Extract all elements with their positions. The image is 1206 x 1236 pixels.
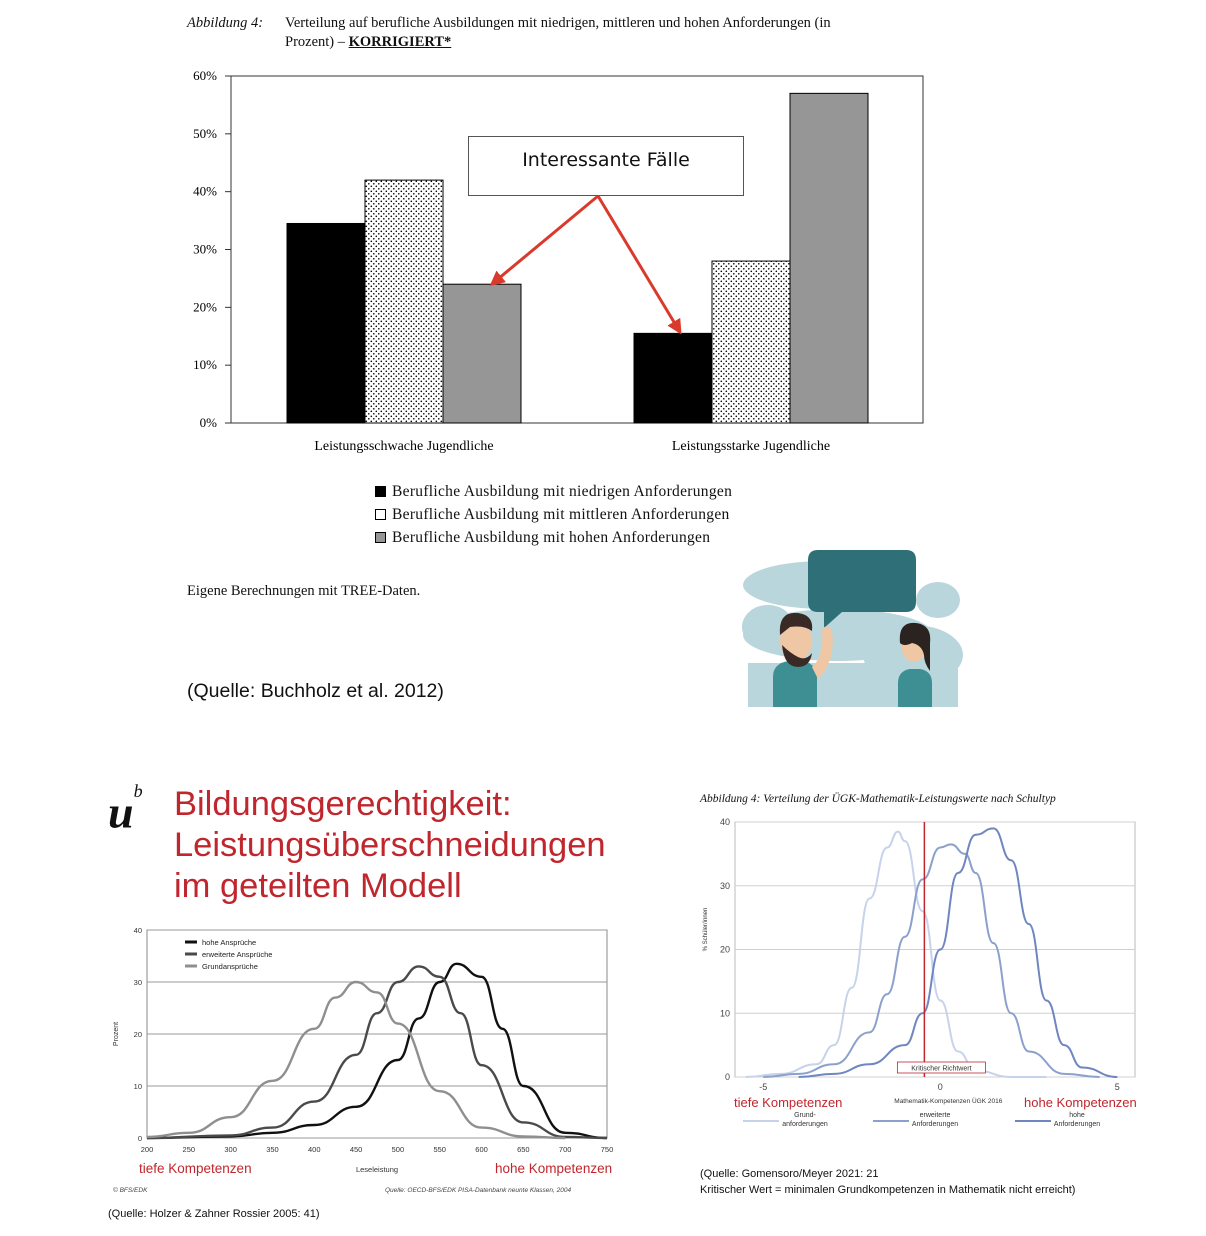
right-low-label: tiefe Kompetenzen — [734, 1095, 843, 1110]
top-source: (Quelle: Buchholz et al. 2012) — [187, 680, 444, 702]
right-source-2: Kritischer Wert = minimalen Grundkompetenzen in Mathematik nicht erreicht) — [700, 1184, 1076, 1196]
y-axis-label: % Schüler/innen — [703, 907, 709, 952]
y-tick-label: 40 — [719, 817, 730, 827]
logo-b: b — [133, 781, 143, 801]
category-label: Leistungsstarke Jugendliche — [671, 439, 831, 454]
y-tick-label: 50% — [193, 125, 217, 141]
y-tick-label: 10% — [193, 357, 217, 373]
legend-label: Grund- — [794, 1112, 816, 1119]
x-tick-label: 750 — [600, 1145, 614, 1154]
legend-label: hohe Ansprüche — [202, 938, 257, 947]
x-tick-label: 600 — [475, 1145, 488, 1154]
y-tick-label: 0 — [137, 1134, 142, 1143]
legend-item — [375, 526, 732, 549]
x-axis-label: Mathematik-Kompetenzen ÜGK 2016 — [894, 1098, 1003, 1105]
y-tick-label: 20 — [719, 944, 730, 955]
legend-swatch — [375, 486, 386, 497]
legend-swatch — [375, 532, 386, 543]
y-tick-label: 60% — [193, 68, 217, 83]
bar-legend — [375, 480, 732, 549]
y-tick-label: 10 — [719, 1008, 730, 1019]
x-tick-label: 500 — [391, 1145, 405, 1154]
slide-title-line-2: Leistungsüberschneidungen — [174, 826, 606, 864]
caption-line-1: Verteilung auf berufliche Ausbildungen mit niedrigen, mittleren und hohen Anforderungen (in — [285, 15, 831, 31]
legend-item — [375, 503, 732, 526]
caption-prefix: Abbildung 4: — [187, 15, 264, 31]
x-tick-label: 350 — [266, 1145, 279, 1154]
x-tick-label: 450 — [349, 1145, 363, 1154]
legend-label: Berufliche Ausbildung mit hohen Anforderungen — [392, 528, 711, 546]
y-tick-label: 30 — [719, 880, 730, 891]
unibern-logo — [108, 781, 143, 838]
legend-label: erweiterte — [919, 1112, 951, 1119]
x-tick-label: 250 — [182, 1145, 196, 1154]
legend-label: hohe — [1069, 1112, 1085, 1119]
caption-line-2: Prozent) – — [285, 34, 345, 50]
y-tick-label: 10 — [133, 1082, 142, 1091]
x-tick-label: 650 — [517, 1145, 530, 1154]
left-footer-copyright: © BFS/EDK — [113, 1187, 148, 1194]
annotation-text: Interessante Fälle — [522, 149, 690, 171]
y-tick-label: 40 — [133, 926, 142, 935]
x-tick-label: 200 — [140, 1145, 154, 1154]
right-high-label: hohe Kompetenzen — [1024, 1095, 1137, 1110]
caption-emphasis: KORRIGIERT* — [348, 34, 452, 50]
category-label: Leistungsschwache Jugendliche — [314, 439, 494, 454]
legend-label: Anforderungen — [911, 1121, 959, 1128]
x-tick-label: 0 — [937, 1082, 943, 1092]
x-tick-label: 300 — [224, 1145, 237, 1154]
x-tick-label: 550 — [433, 1145, 446, 1154]
legend-label: anforderungen — [782, 1121, 828, 1128]
y-axis-label: Prozent — [113, 1021, 120, 1047]
y-tick-label: 0 — [724, 1072, 730, 1082]
y-tick-label: 0% — [199, 415, 217, 430]
legend-label: Berufliche Ausbildung mit niedrigen Anforderungen — [392, 482, 733, 500]
legend-item — [375, 480, 732, 503]
legend-label: Anforderungen — [1053, 1121, 1101, 1128]
x-tick-label: -5 — [759, 1082, 768, 1092]
x-axis-label: Leseleistung — [355, 1165, 399, 1174]
y-tick-label: 20% — [193, 299, 217, 315]
legend-label: erweiterte Ansprüche — [202, 950, 273, 959]
legend-swatch — [375, 509, 386, 520]
slide-title — [174, 784, 606, 907]
y-tick-label: 20 — [133, 1030, 142, 1039]
x-tick-label: 5 — [1114, 1082, 1120, 1092]
x-tick-label: 700 — [558, 1145, 572, 1154]
left-high-label: hohe Kompetenzen — [495, 1161, 613, 1176]
left-low-label: tiefe Kompetenzen — [139, 1161, 252, 1176]
left-source: (Quelle: Holzer & Zahner Rossier 2005: 41) — [108, 1208, 320, 1220]
right-caption: Abbildung 4: Verteilung der ÜGK-Mathematik-Leistungswerte nach Schultyp — [700, 793, 1056, 805]
arrow-left — [492, 196, 598, 284]
pisa-line-chart — [100, 918, 630, 1180]
right-source-1: (Quelle: Gomensoro/Meyer 2021: 21 — [700, 1168, 879, 1180]
y-tick-label: 40% — [193, 183, 217, 199]
data-note: Eigene Berechnungen mit TREE-Daten. — [187, 583, 421, 599]
y-tick-label: 30% — [193, 241, 217, 257]
y-tick-label: 30 — [133, 978, 142, 987]
conversation-illustration — [738, 545, 963, 707]
slide-title-line-3: im geteilten Modell — [174, 867, 462, 905]
x-tick-label: 400 — [308, 1145, 321, 1154]
left-footer-source: Quelle: OECD-BFS/EDK PISA-Datenbank neunte Klassen, 2004 — [385, 1187, 572, 1194]
arrow-right — [598, 196, 680, 332]
legend-label: Berufliche Ausbildung mit mittleren Anforderungen — [392, 505, 730, 523]
critical-value-label: Kritischer Richtwert — [911, 1065, 972, 1073]
annotation-arrows — [0, 0, 1206, 440]
logo-u: u — [108, 786, 134, 838]
slide-title-line-1: Bildungsgerechtigkeit: — [174, 785, 512, 823]
legend-label: Grundansprüche — [202, 962, 258, 971]
